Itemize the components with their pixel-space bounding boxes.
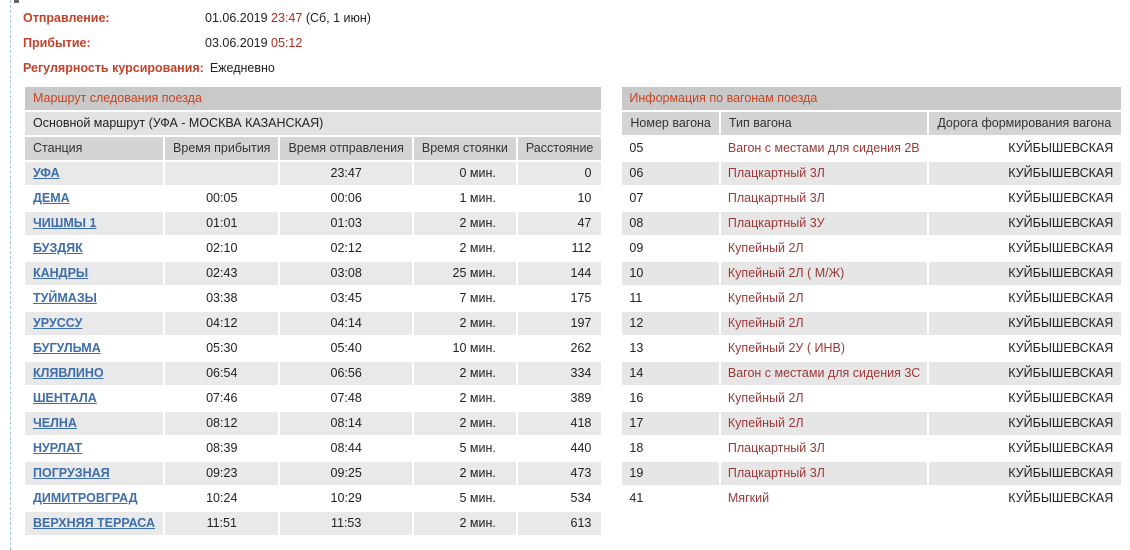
distance-cell: 418 [518, 412, 602, 435]
departure-time-cell: 06:56 [280, 362, 411, 385]
wagon-number-cell: 18 [629, 441, 644, 455]
table-row [25, 212, 601, 235]
departure-time-cell: 08:44 [330, 441, 362, 455]
stop-duration-cell: 2 мин. [459, 241, 496, 255]
table-row [622, 137, 1121, 160]
station-link[interactable]: КЛЯВЛИНО [33, 366, 104, 380]
wagon-road-cell: КУЙБЫШЕВСКАЯ [929, 262, 1121, 285]
wagon-road-cell: КУЙБЫШЕВСКАЯ [929, 412, 1121, 435]
arrival-time-cell: 02:10 [206, 241, 238, 255]
station-link[interactable]: ШЕНТАЛА [33, 391, 97, 405]
wagons-table-title: Информация по вагонам поезда [622, 87, 1121, 110]
top-edge-fragment [14, 0, 19, 3]
table-row [25, 362, 601, 385]
station-cell [25, 337, 163, 360]
wagon-number-cell: 17 [622, 412, 719, 435]
wagon-type-cell: Вагон с местами для сидения 2В [727, 141, 920, 155]
route-table-subtitle-row [25, 112, 601, 135]
arrival-time-cell: 07:46 [206, 391, 238, 405]
wagon-road-cell: КУЙБЫШЕВСКАЯ [929, 162, 1121, 185]
station-cell [25, 462, 163, 485]
wagon-type-cell: Плацкартный 3Л [727, 191, 825, 205]
station-cell [25, 262, 163, 285]
station-link[interactable]: БУЗДЯК [33, 241, 83, 255]
col-header-departure-time: Время отправления [280, 137, 411, 160]
wagon-road-cell: КУЙБЫШЕВСКАЯ [1008, 391, 1114, 405]
col-header-arrival-time: Время прибытия [165, 137, 278, 160]
route-table-title: Маршрут следования поезда [25, 87, 601, 110]
table-row [25, 487, 601, 510]
station-link[interactable]: ДЕМА [33, 191, 70, 205]
stop-duration-cell: 2 мин. [414, 212, 516, 235]
wagon-type-cell: Плацкартный 3Л [721, 462, 927, 485]
table-row [25, 512, 601, 535]
wagon-road-cell: КУЙБЫШЕВСКАЯ [1008, 491, 1114, 505]
stop-duration-cell: 2 мин. [414, 412, 516, 435]
table-row [25, 387, 601, 410]
table-row [622, 237, 1121, 260]
table-row [25, 262, 601, 285]
table-row [622, 187, 1121, 210]
station-link[interactable]: УРУССУ [33, 316, 83, 330]
stop-duration-cell: 2 мин. [414, 462, 516, 485]
station-cell [25, 512, 163, 535]
table-row [25, 187, 601, 210]
wagon-number-cell: 14 [622, 362, 719, 385]
table-row [622, 312, 1121, 335]
station-link[interactable]: УФА [33, 166, 60, 180]
col-header-wagon-type: Тип вагона [721, 112, 927, 135]
stop-duration-cell: 2 мин. [414, 512, 516, 535]
distance-cell: 389 [570, 391, 592, 405]
wagon-type-cell: Купейный 2Л [727, 241, 804, 255]
route-table-subtitle: Основной маршрут (УФА - МОСКВА КАЗАНСКАЯ) [25, 112, 601, 135]
train-info-block [23, 5, 1130, 80]
station-cell [25, 212, 163, 235]
departure-row [23, 5, 1130, 30]
regularity-label: Регулярность курсирования: [23, 60, 204, 75]
table-row [622, 487, 1121, 510]
wagon-road-cell: КУЙБЫШЕВСКАЯ [1008, 191, 1114, 205]
table-row [622, 387, 1121, 410]
arrival-time-cell: 09:23 [165, 462, 278, 485]
stop-duration-cell: 25 мин. [414, 262, 516, 285]
col-header-station: Станция [25, 137, 163, 160]
station-link[interactable]: БУГУЛЬМА [33, 341, 101, 355]
wagons-table-header-row [622, 112, 1121, 135]
station-cell [25, 312, 163, 335]
table-row [622, 212, 1121, 235]
wagon-number-cell: 16 [629, 391, 644, 405]
departure-time-cell: 09:25 [280, 462, 411, 485]
departure-day-note: (Сб, 1 июн) [305, 10, 371, 25]
col-header-distance: Расстояние [518, 137, 602, 160]
departure-value [205, 11, 1130, 25]
arrival-time: 05:12 [271, 35, 303, 50]
left-dashed-border [10, 0, 11, 550]
departure-time-cell: 08:14 [280, 412, 411, 435]
departure-time-cell: 10:29 [330, 491, 362, 505]
stop-duration-cell: 5 мин. [459, 441, 496, 455]
wagons-table-title-row [622, 87, 1121, 110]
station-link[interactable]: ЧИШМЫ 1 [33, 216, 97, 230]
distance-cell: 262 [570, 341, 592, 355]
distance-cell: 144 [518, 262, 602, 285]
table-row [25, 312, 601, 335]
stop-duration-cell: 0 мин. [414, 162, 516, 185]
wagon-road-cell: КУЙБЫШЕВСКАЯ [1008, 141, 1114, 155]
wagon-number-cell: 12 [622, 312, 719, 335]
departure-time-cell: 23:47 [280, 162, 411, 185]
table-row [622, 337, 1121, 360]
tables-container [23, 85, 1130, 537]
wagon-number-cell: 41 [629, 491, 644, 505]
table-row [25, 437, 601, 460]
departure-time-cell: 02:12 [330, 241, 362, 255]
distance-cell: 0 [518, 162, 602, 185]
route-table-header-row [25, 137, 601, 160]
departure-time-cell: 03:08 [280, 262, 411, 285]
stop-duration-cell: 2 мин. [459, 391, 496, 405]
arrival-time-cell: 01:01 [165, 212, 278, 235]
station-cell [25, 387, 163, 410]
wagon-type-cell: Плацкартный 3У [721, 212, 927, 235]
table-row [622, 287, 1121, 310]
departure-label: Отправление: [23, 10, 110, 25]
table-row [622, 262, 1121, 285]
wagon-type-cell: Плацкартный 3Л [727, 441, 825, 455]
stop-duration-cell: 2 мин. [414, 362, 516, 385]
stop-duration-cell: 7 мин. [459, 291, 496, 305]
wagon-road-cell: КУЙБЫШЕВСКАЯ [929, 462, 1121, 485]
wagon-type-cell: Купейный 2Л [727, 391, 804, 405]
wagon-road-cell: КУЙБЫШЕВСКАЯ [1008, 291, 1114, 305]
wagon-road-cell: КУЙБЫШЕВСКАЯ [1008, 241, 1114, 255]
table-row [25, 287, 601, 310]
distance-cell: 613 [518, 512, 602, 535]
station-link[interactable]: ВЕРХНЯЯ ТЕРРАСА [33, 516, 156, 530]
stop-duration-cell: 1 мин. [459, 191, 496, 205]
wagon-number-cell: 07 [629, 191, 644, 205]
table-row [25, 337, 601, 360]
table-row [25, 162, 601, 185]
distance-cell: 10 [577, 191, 592, 205]
wagon-number-cell: 13 [629, 341, 644, 355]
arrival-time-cell: 00:05 [206, 191, 238, 205]
station-cell [25, 412, 163, 435]
col-header-wagon-number: Номер вагона [622, 112, 719, 135]
departure-time-cell: 04:14 [280, 312, 411, 335]
wagon-road-cell: КУЙБЫШЕВСКАЯ [929, 362, 1121, 385]
stop-duration-cell: 5 мин. [459, 491, 496, 505]
arrival-time-cell: 11:51 [165, 512, 278, 535]
arrival-time-cell: 04:12 [165, 312, 278, 335]
wagon-type-cell: Купейный 2Л ( М/Ж) [721, 262, 927, 285]
wagon-number-cell: 06 [622, 162, 719, 185]
station-cell [25, 237, 163, 260]
distance-cell: 175 [570, 291, 592, 305]
wagon-type-cell: Купейный 2Л [721, 412, 927, 435]
wagon-type-cell: Мягкий [727, 491, 770, 505]
col-header-wagon-road: Дорога формирования вагона [929, 112, 1121, 135]
stop-duration-cell: 2 мин. [414, 312, 516, 335]
arrival-time-cell: 06:54 [165, 362, 278, 385]
arrival-time-cell: 08:39 [206, 441, 238, 455]
departure-time-cell: 01:03 [280, 212, 411, 235]
station-link[interactable]: ТУЙМАЗЫ [33, 291, 97, 305]
table-row [25, 237, 601, 260]
wagon-number-cell: 10 [622, 262, 719, 285]
route-table-title-row [25, 87, 601, 110]
arrival-time-cell: 03:38 [206, 291, 238, 305]
arrival-row [23, 30, 1130, 55]
regularity-value: Ежедневно [209, 60, 275, 75]
wagon-number-cell: 08 [622, 212, 719, 235]
wagon-type-cell: Купейный 2У ( ИНВ) [727, 341, 845, 355]
arrival-time-cell [165, 162, 278, 185]
station-link[interactable]: ПОГРУЗНАЯ [33, 466, 110, 480]
station-cell [25, 362, 163, 385]
table-row [622, 162, 1121, 185]
distance-cell: 473 [518, 462, 602, 485]
wagon-type-cell: Вагон с местами для сидения 3С [721, 362, 927, 385]
distance-cell: 534 [570, 491, 592, 505]
distance-cell: 440 [570, 441, 592, 455]
table-row [622, 462, 1121, 485]
wagon-road-cell: КУЙБЫШЕВСКАЯ [929, 312, 1121, 335]
arrival-label: Прибытие: [23, 35, 91, 50]
wagon-type-cell: Плацкартный 3Л [721, 162, 927, 185]
station-link[interactable]: ДИМИТРОВГРАД [33, 491, 138, 505]
departure-time-cell: 11:53 [280, 512, 411, 535]
table-row [622, 362, 1121, 385]
arrival-time-cell: 02:43 [165, 262, 278, 285]
departure-time: 23:47 [271, 10, 303, 25]
station-cell [25, 487, 163, 510]
wagon-number-cell: 19 [622, 462, 719, 485]
distance-cell: 47 [518, 212, 602, 235]
departure-time-cell: 03:45 [330, 291, 362, 305]
arrival-value [205, 36, 1130, 50]
distance-cell: 112 [571, 241, 592, 255]
wagon-type-cell: Купейный 2Л [721, 312, 927, 335]
wagons-table [620, 85, 1123, 512]
wagon-number-cell: 05 [629, 141, 644, 155]
departure-time-cell: 05:40 [330, 341, 362, 355]
table-row [25, 462, 601, 485]
arrival-time-cell: 05:30 [206, 341, 238, 355]
wagon-number-cell: 09 [629, 241, 644, 255]
table-row [622, 412, 1121, 435]
wagon-number-cell: 11 [629, 291, 643, 305]
departure-date: 01.06.2019 [205, 10, 268, 25]
departure-time-cell: 07:48 [330, 391, 362, 405]
arrival-time-cell: 10:24 [206, 491, 238, 505]
wagon-road-cell: КУЙБЫШЕВСКАЯ [1008, 441, 1114, 455]
arrival-date: 03.06.2019 [205, 35, 268, 50]
stop-duration-cell: 10 мин. [452, 341, 496, 355]
station-link[interactable]: ЧЕЛНА [33, 416, 77, 430]
distance-cell: 334 [518, 362, 602, 385]
col-header-stop-time: Время стоянки [414, 137, 516, 160]
station-link[interactable]: КАНДРЫ [33, 266, 89, 280]
distance-cell: 197 [518, 312, 602, 335]
station-cell [25, 287, 163, 310]
table-row [25, 412, 601, 435]
station-link[interactable]: НУРЛАТ [33, 441, 83, 455]
wagon-type-cell: Купейный 2Л [727, 291, 804, 305]
route-table [23, 85, 603, 537]
station-cell [25, 437, 163, 460]
station-cell [25, 162, 163, 185]
wagon-road-cell: КУЙБЫШЕВСКАЯ [929, 212, 1121, 235]
station-cell [25, 187, 163, 210]
regularity-row [23, 55, 1130, 80]
departure-time-cell: 00:06 [330, 191, 362, 205]
arrival-time-cell: 08:12 [165, 412, 278, 435]
table-row [622, 437, 1121, 460]
wagon-road-cell: КУЙБЫШЕВСКАЯ [1008, 341, 1114, 355]
